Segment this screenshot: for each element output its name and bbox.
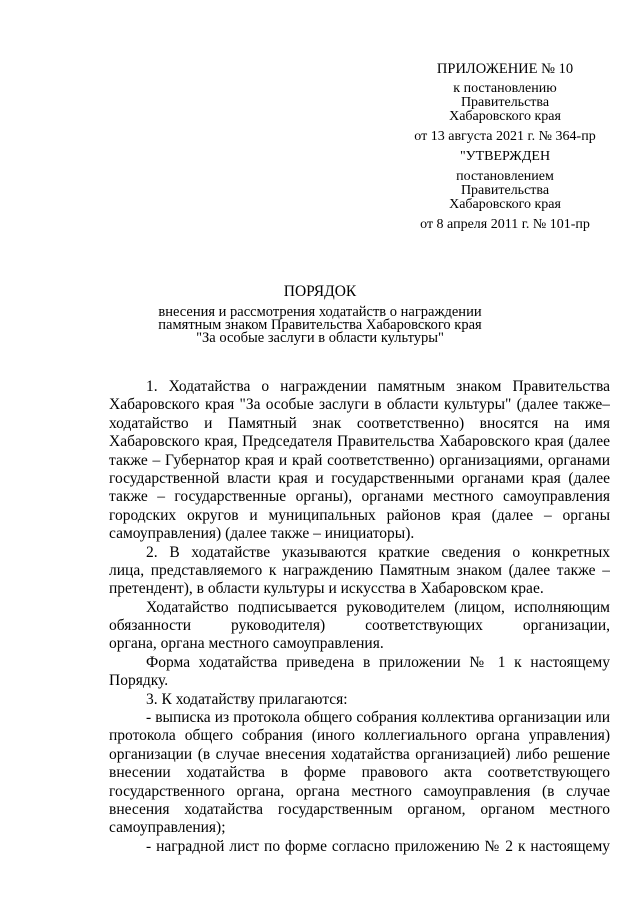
body-line: внесения ходатайства государственным органом, органом местного	[109, 800, 610, 818]
approved-date-line: от 8 апреля 2011 г. № 101-пр	[420, 217, 590, 232]
body-line: Ходатайство подписывается руководителем (лицом, исполняющим	[146, 598, 610, 616]
body-line: органа, органа местного самоуправления.	[109, 635, 384, 653]
body-line: Порядку.	[109, 672, 169, 690]
body-line: самоуправления);	[109, 819, 226, 837]
body-line: претендент), в области культуры и искусства в Хабаровском крае.	[109, 580, 544, 598]
body-line: обязанности руководителя) соответствующих организации,	[109, 617, 610, 635]
body-line: 3. К ходатайству прилагаются:	[146, 690, 348, 708]
body-line: Форма ходатайства приведена в приложении № 1 к настоящему	[146, 653, 610, 671]
appendix-ref-line: к постановлению	[453, 81, 557, 96]
body-line: ходатайство и Памятный знак соответственно) вносятся на имя	[109, 414, 610, 432]
approved-label: "УТВЕРЖДЕН	[459, 149, 551, 164]
body-line: государственной власти края и государственными органами края (далее	[109, 469, 610, 487]
document-body	[109, 378, 610, 856]
approved-ref-line: Правительства	[460, 183, 550, 198]
document-subtitle	[150, 306, 490, 345]
approved-ref-line: Хабаровского края	[449, 197, 561, 212]
body-line: 1. Ходатайства о награждении памятным знаком Правительства	[146, 378, 610, 395]
subtitle-line: "За особые заслуги в области культуры"	[196, 330, 444, 346]
appendix-number: ПРИЛОЖЕНИЕ № 10	[436, 61, 574, 77]
body-line: также – Губернатор края и край соответственно) организациями, органами	[109, 451, 610, 469]
body-line: внесении ходатайства в форме правового акта соответствующего	[109, 764, 610, 782]
approved-ref-line: постановлением	[456, 169, 554, 184]
appendix-date-line: от 13 августа 2021 г. № 364-пр	[414, 129, 596, 144]
subtitle-line: памятным знаком Правительства Хабаровского края	[158, 317, 482, 333]
document-title: ПОРЯДОК	[283, 283, 357, 300]
body-line: лица, представляемого к награждению Памятным знаком (далее также –	[109, 561, 610, 579]
body-line: городских округов и муниципальных районов края (далее – органы	[109, 506, 610, 524]
body-line: самоуправления) (далее также – инициаторы).	[109, 525, 415, 543]
appendix-block	[400, 62, 610, 232]
body-line: - выписка из протокола общего собрания коллектива организации или	[146, 709, 610, 727]
appendix-ref-line: Хабаровского края	[449, 109, 561, 124]
body-line: Хабаровского края "За особые заслуги в области культуры" (далее также–	[109, 396, 610, 414]
body-line: Хабаровского края, Председателя Правительства Хабаровского края (далее	[109, 433, 610, 451]
body-line: - наградной лист по форме согласно приложению № 2 к настоящему	[146, 837, 610, 855]
subtitle-line: внесения и рассмотрения ходатайств о награждении	[158, 304, 482, 320]
body-line: государственного органа, органа местного самоуправления (в случае	[109, 782, 610, 800]
body-line: организации (в случае внесения ходатайства организацией) либо решение	[109, 745, 610, 763]
body-line: протокола общего собрания (иного коллегиального органа управления)	[109, 727, 610, 745]
body-line: 2. В ходатайстве указываются краткие сведения о конкретных	[146, 543, 610, 561]
body-line: также – государственные органы), органами местного самоуправления	[109, 488, 610, 506]
appendix-ref-line: Правительства	[460, 95, 550, 110]
